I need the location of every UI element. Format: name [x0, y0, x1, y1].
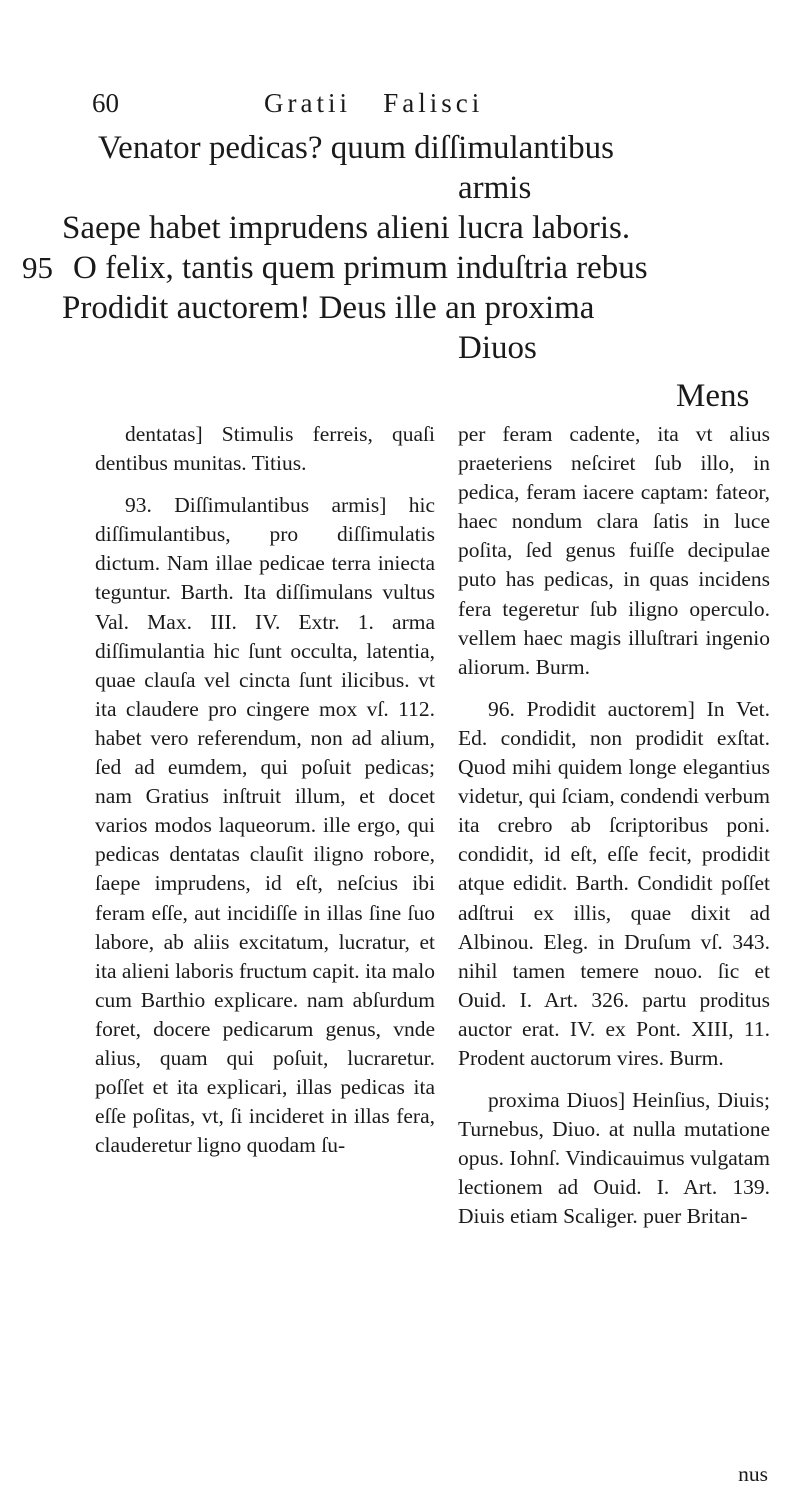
running-head: [92, 88, 772, 128]
note-paragraph: 96. Prodidit auctorem] In Vet. Ed. condidit, non prodidit exſtat. Quod mihi quidem longe elegantius videtur, qui ſciam, condendi verbum ita crebro ab ſcriptoribus poni. condidit, id eſt, eſſe fecit, prodidit atque edidit. Barth. Condidit poſſet adſtrui ex illis, quae dixit ad Albinou. Eleg. in Druſum vſ. 343. nihil tamen temere nouo. ſic et Ouid. I. Art. 326. partu proditus auctor erat. IV. ex Pont. XIII, 11. Prodent auctorum vires. Burm.: [458, 696, 771, 1070]
verse-line: Venator pedicas? quum diſſimulantibus: [98, 130, 614, 166]
verse-line-turnover: armis: [458, 170, 532, 206]
verse-line: Prodidit auctorem! Deus ille an proxima: [62, 290, 595, 326]
title-word-gratii: Gratii: [264, 88, 351, 118]
note-paragraph: dentatas] Stimulis ferreis, quaſi dentibus munitas. Titius.: [95, 422, 435, 476]
notes-left-column: [95, 420, 435, 1160]
title-word-falisci: Falisci: [383, 88, 484, 118]
note-paragraph: 93. Diſſimulantibus armis] hic diſſimulantibus, pro diſſimulatis dictum. Nam illae pedicae terra iniecta teguntur. Barth. Ita diſſimulans vultus Val. Max. III. IV. Extr. 1. arma diſſimulantia hic ſunt occulta, latentia, quae clauſa vel cincta ſunt ilicibus. vt ita claudere pro cingere mox vſ. 112. habet vero referendum, non ad alium, ſed ad eumdem, qui poſuit pedicas; nam Gratius inſtruit illum, et docet varios modos laqueorum. ille ergo, qui pedicas dentatas clauſit iligno robore, ſaepe imprudens, id eſt, neſcius ibi feram eſſe, aut incidiſſe in illas ſine ſuo labore, ab aliis excitatum, lucratur, et ita alieni laboris fructum capit. ita malo cum Barthio explicare. nam abſurdum foret, docere pedicarum genus, vnde alius, quam qui poſuit, lucraretur. poſſet et ita explicari, illas pedicas ita eſſe poſitas, vt, ſi incideret in illas fera, clauderetur ligno quodam ſu-: [95, 493, 435, 1158]
note-paragraph: proxima Diuos] Heinſius, Diuis; Turnebus, Diuo. at nulla mutatione opus. Iohnſ. Vindicauimus vulgatam lectionem ad Ouid. I. Art. 139. Diuis etiam Scaliger. puer Britan-: [458, 1088, 770, 1229]
verse-line-turnover: Diuos: [458, 330, 537, 366]
catchword-bottom: nus: [738, 1462, 768, 1486]
catchword: Mens: [676, 378, 750, 414]
running-title: [264, 88, 483, 119]
notes-right-column: [458, 420, 770, 1232]
page-number: 60: [92, 88, 119, 118]
verse-line: Saepe habet imprudens alieni lucra laboris.: [62, 210, 631, 246]
note-paragraph: per feram cadente, ita vt alius praeteriens neſciret ſub illo, in pedica, feram iacere captam: fateor, haec nondum clara ſatis in luce poſita, ſed genus fuiſſe decipulae puto has pedicas, in quas incidens fera tegeretur ſub iligno operculo. vellem haec magis illuſtrari ingenio aliorum. Burm.: [458, 422, 770, 679]
verse-number: 95: [22, 250, 53, 285]
verse-line: O felix, tantis quem primum induſtria rebus: [73, 250, 648, 286]
